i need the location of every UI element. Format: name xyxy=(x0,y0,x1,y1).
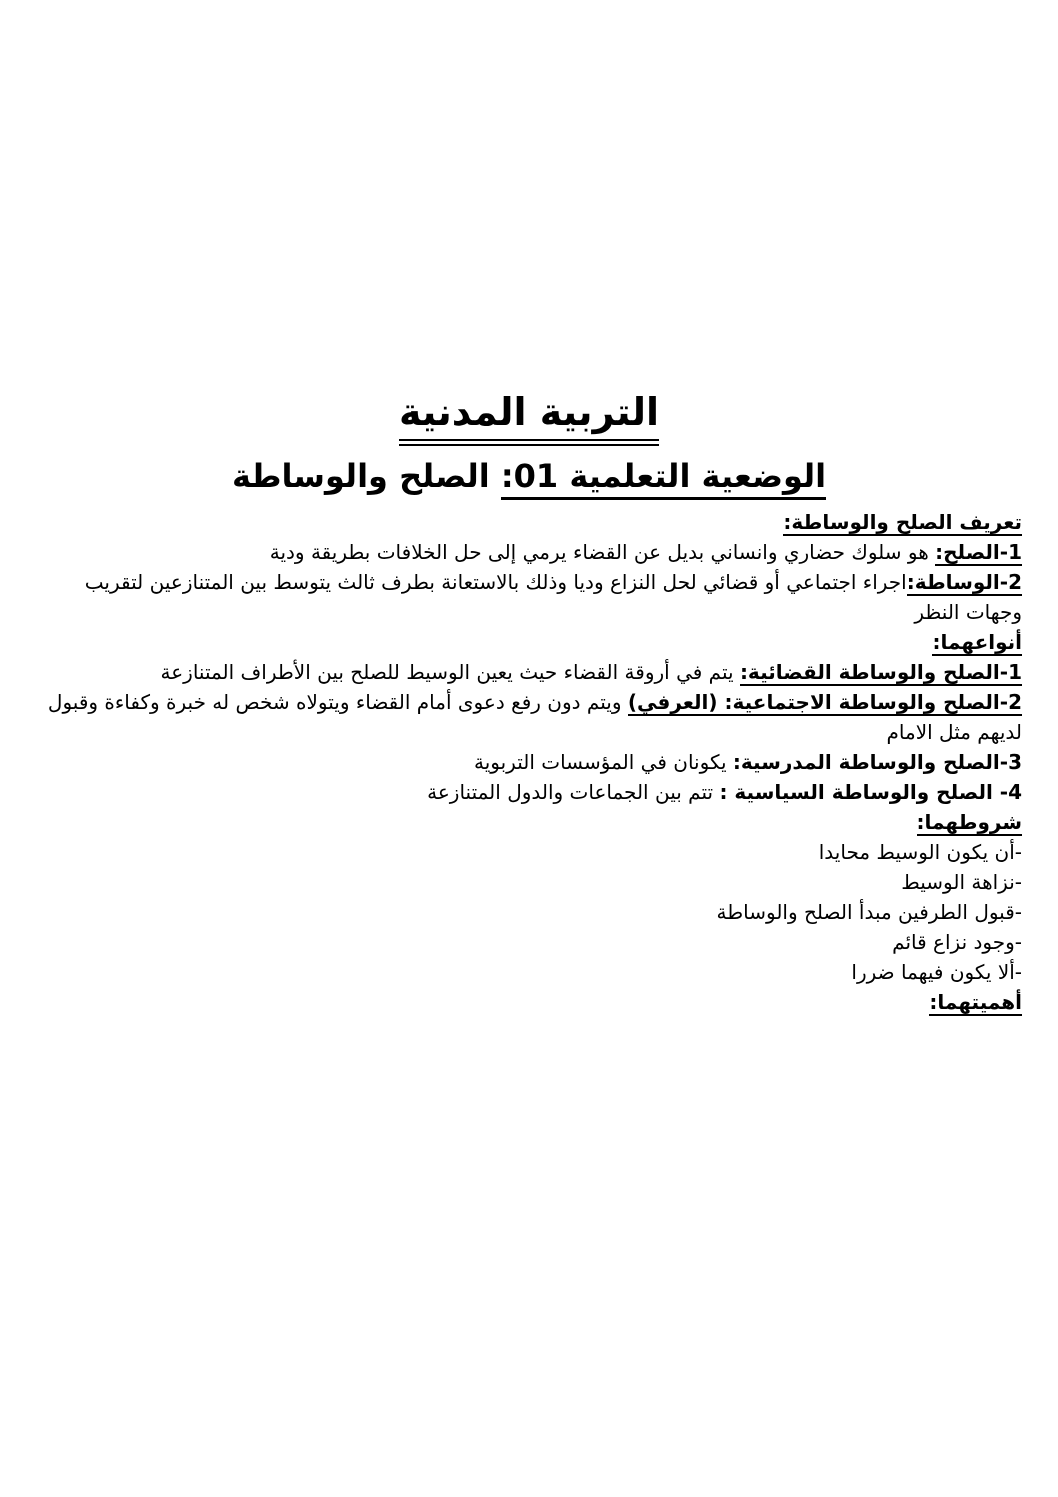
type-item-body: تتم بين الجماعات والدول المتنازعة xyxy=(427,780,720,805)
importance-heading: أهميتهما: xyxy=(929,990,1022,1015)
types-heading: أنواعهما: xyxy=(932,630,1022,655)
document-title xyxy=(36,390,1022,446)
type-item xyxy=(36,777,1022,807)
definition-item-body: اجراء اجتماعي أو قضائي لحل النزاع وديا وذلك بالاستعانة بطرف ثالث يتوسط بين المتنازعين لتقريب وجهات النظر xyxy=(84,570,1022,625)
lesson-subtitle-underlined: الوضعية التعلمية 01: xyxy=(501,457,826,500)
condition-item: -ألا يكون فيهما ضررا xyxy=(851,960,1022,985)
condition-item: -أن يكون الوسيط محايدا xyxy=(818,840,1022,865)
definition-item xyxy=(36,537,1022,567)
importance-heading-line xyxy=(36,987,1022,1017)
definition-item-head: 2-الوساطة: xyxy=(906,570,1022,595)
types-heading-line xyxy=(36,627,1022,657)
document-title-text: التربية المدنية xyxy=(399,390,659,446)
type-item-head: 1-الصلح والوساطة القضائية: xyxy=(739,660,1022,685)
type-item-body: يكونان في المؤسسات التربوية xyxy=(473,750,733,775)
definitions-heading: تعريف الصلح والوساطة: xyxy=(783,510,1022,535)
condition-item: -نزاهة الوسيط xyxy=(901,870,1022,895)
lesson-subtitle xyxy=(36,456,1022,498)
type-item-body: يتم في أروقة القضاء حيث يعين الوسيط للصلح بين الأطراف المتنازعة xyxy=(160,660,740,685)
conditions-heading-line xyxy=(36,807,1022,837)
conditions-heading: شروطهما: xyxy=(916,810,1022,835)
definitions-heading-line xyxy=(36,507,1022,537)
type-item-head: 2-الصلح والوساطة الاجتماعية: (العرفي) xyxy=(627,690,1022,715)
condition-item: -وجود نزاع قائم xyxy=(892,930,1022,955)
definition-item xyxy=(36,567,1022,627)
type-item-head: 3-الصلح والوساطة المدرسية: xyxy=(732,750,1022,775)
type-item xyxy=(36,687,1022,747)
definition-item-body: هو سلوك حضاري وانساني بديل عن القضاء يرمي إلى حل الخلافات بطريقة ودية xyxy=(269,540,936,565)
type-item xyxy=(36,657,1022,687)
condition-item: -قبول الطرفين مبدأ الصلح والوساطة xyxy=(716,900,1022,925)
type-item-head: 4- الصلح والوساطة السياسية : xyxy=(719,780,1022,805)
type-item xyxy=(36,747,1022,777)
document-body xyxy=(36,507,1022,1017)
definition-item-head: 1-الصلح: xyxy=(935,540,1022,565)
lesson-subtitle-plain: الصلح والوساطة xyxy=(231,456,501,495)
type-item-body: ويتم دون رفع دعوى أمام القضاء ويتولاه شخص له خبرة وكفاءة وقبول لديهم مثل الامام xyxy=(47,690,1022,745)
